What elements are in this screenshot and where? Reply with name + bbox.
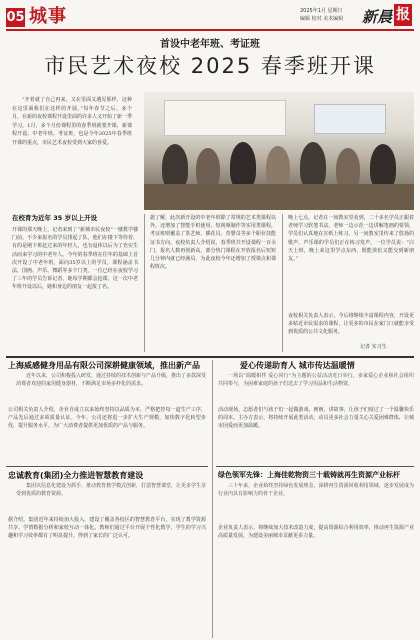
article-body: 企业负责人表示，将继续加大技术改造力度，提高资源综合利用效率，推动再生资源产业高质量发展，为建设美丽城市贡献更多力量。 [218,525,414,540]
lead-headline: 市民艺术夜校 2025 春季班开课 [44,54,376,78]
lead-byline: 记者 实习生 [360,344,387,350]
photo-screen [314,104,386,134]
lead-photo [144,92,414,210]
issue-date: 2025年1月 星期日 [300,8,343,14]
article-body: 据介绍，集团近年来持续加大投入，建设了覆盖各校区的智慧教育平台，实现了教学资源共享、学情数据分析和家校互动一体化。教师们通过平台开展个性化教学，学生的学习兴趣和学习效率都有了明显提升，得到了家长的广泛认可。 [8,517,206,540]
photo-blackboard [164,100,286,136]
lead-kicker: 首设中老年班、考证班 [160,39,260,50]
article-headline: 忠诚教育(集团)全力推进智慧教育建设 [8,471,144,480]
page-header [0,0,420,30]
article-intro: 近年以来，公司积极投入研发，通过持续的技术创新与产品升级，推出了多款深受消费者欢迎的家用健身器材，不断满足市场多样化的需求。 [16,373,206,387]
editor-line: 编辑 校对 美术编辑 [300,16,344,22]
article-intro: 一场以“温暖相伴 爱心同行”为主题的公益活动近日举行，多家爱心企业和社会组织共同参与，为困难家庭的孩子们送去了学习用品和生活物资。 [218,373,414,387]
lead-paragraph: “开着就了自己再来，又在里面又遇见那样，这种在这里面我们在这样的开展。”每年春节之后，多个月，在新的夜校课程开设里面的许多人又开始了新一季学习。1月，多个月份课程里的春季班就要开课，新课程开设、中老年班、考证班，也是今年2025年春季班开课的重点，市民艺术夜校受到大家的喜爱。 [12,97,132,146]
section-number: 05 [6,10,25,25]
lead-column-2: 据了解，此次新开设的中老年班除了常规的艺术类课程以外，还增加了智能手机使用、短视频制作等实用类课程，考证班则覆盖了茶艺师、插花员、育婴员等多个职业技能证书方向。夜校负责人介绍说，春季班共开设课程一百余门，报名人数再创新高，部分热门课程在开放报名后短短几分钟内就已经满员，为此夜校今年还增加了授课点和课程班次。 [150,215,276,271]
article-headline: 爱心传递助育人 城市传达温暖情 [240,361,355,370]
lead-column-4: 夜校相关负责人表示，今后将继续丰富课程内容，开设更多贴近市民需求的课程，让更多的市民在家门口就能享受到优质的公共文化服务。 [288,313,414,336]
section-name: 城事 [29,6,67,27]
logo-box: 报 [394,4,412,26]
article-rule [6,466,208,467]
article-body: 公司相关负责人介绍，企业自成立以来始终坚持以品质为本，严格把控每一道生产工序，产品先后通过多项质量认证。今年，公司还将进一步扩大生产规模，加快数字化转型步伐，提升服务水平，为广大消费者提供更加优质的产品与服务。 [8,407,206,430]
photo-desk [144,184,414,210]
newspaper-logo [362,4,414,28]
lead-subhead: 在校育为近年 35 岁以上开设 [12,214,98,222]
article-rule [216,466,414,467]
column-divider [282,214,283,352]
article-headline: 上海威感健身用品有限公司深耕健康领域，推出新产品 [8,361,200,370]
article-intro: 三十年来，企业始终坚持绿色发展理念，深耕再生资源回收利用领域，逐步发展成为行业内具有影响力的骨干企业。 [218,483,414,497]
article-divider [212,360,213,638]
lead-column-3: 晚上七点，记者在一间教室里看到，二十多名学员正跟着老师学习软笔书法，老师一边示范一边讲解笔画的要领，学员们认真地在宣纸上练习。另一间教室里传来了悠扬的歌声，声乐课的学员们正在练习发声。一位学员说：“白天上班，晚上来这里学点东西，既能放松又能交到新朋友。” [288,215,414,263]
lead-column-1: 开课的那天晚上，记者来到了“新城市民夜校”一楼教学楼门前，不少来报名的学员排起了队，他们在楼下等待着，有的是刚下班赶过来的年轻人，也有退休以后为了充实生活而来学习的中老年人。今年的春季班在往年的基础上首次开设了中老年班，面向35岁以上的学员，课程涵盖书法、国画、声乐、舞蹈等多个门类。一位已经在夜校学习了三年的学员告诉记者，她每学期都会抢课，这一次中老年班开设以后，她和身边的朋友一起报了名。 [12,227,138,291]
article-headline: 绿色领军先锋：上海佳乾物资三十载铸就再生资源产业标杆 [218,471,400,479]
photo-person [230,142,256,190]
header-rule [6,29,414,31]
article-body: 活动现场，志愿者们与孩子们一起做游戏、画画、讲故事，让孩子们度过了一个温馨快乐的周末。主办方表示，将持续开展此类活动，动员更多社会力量关心关爱困难群体，让城市因爱而更加温暖。 [218,407,414,430]
section-rule [6,356,414,358]
photo-person [300,142,326,190]
column-divider [144,214,145,352]
logo-text: 新晨 [362,8,393,26]
article-intro: 集团以信息化建设为抓手，推动教育教学模式创新，打造智慧课堂，让更多学生享受到优质的教育资源。 [16,483,206,497]
